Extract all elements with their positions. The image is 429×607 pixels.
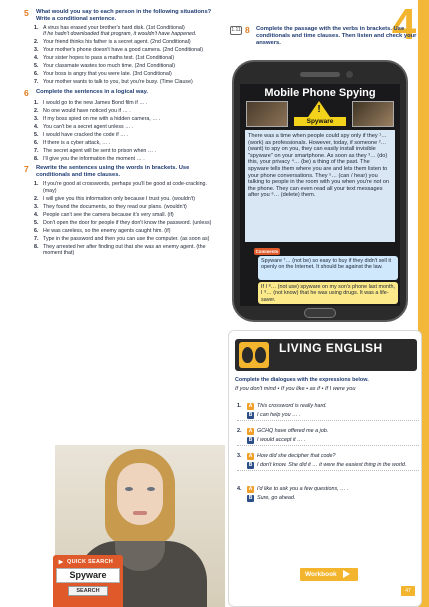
spy-photo-left	[246, 101, 288, 127]
speaker-a-badge: A	[248, 453, 253, 459]
dialogue: 1. A This crossword is really hard. B I can help you … .	[237, 403, 419, 421]
quick-search-panel	[53, 555, 123, 607]
exercise-8-header	[230, 26, 420, 47]
list-item: 1. I would go to the new James Bond film if … .	[34, 99, 148, 106]
phone-speaker	[300, 72, 340, 77]
page-number: 47	[401, 586, 415, 596]
list-item: 1. If you're good at crosswords, perhaps you'll be good at code-cracking. (may)	[34, 181, 207, 194]
comment-bubble: If I ⁸… (not use) spyware on my son's phone last month, I ⁹… (not know) that he was using drugs. It was a life-saver.	[258, 282, 398, 304]
exercise-title: What would you say to each person in the following situations? Write a conditional sentence.	[36, 9, 212, 22]
dialogue: 3. A How did she decipher that code? B I don't know. She did it … it were the easiest thing in the world.	[237, 453, 419, 471]
list-item: 2. I will give you this information only because I trust you. (wouldn't)	[34, 195, 196, 202]
exclamation-icon: !	[317, 104, 321, 115]
living-english-instruction: Complete the dialogues with the expressions below.	[235, 377, 369, 383]
workbook-button[interactable]	[300, 568, 358, 581]
list-item: 7. Your mother wants to talk to you, but you're busy. (Time Clause)	[34, 79, 193, 86]
faces-logo-icon	[239, 342, 269, 368]
exercise-7-list	[34, 181, 220, 256]
exercise-5-list	[34, 25, 220, 86]
living-english-header	[235, 339, 417, 371]
list-item: 5. Don't open the door for people if they don't know the password. (unless)	[34, 219, 212, 226]
exercise-number: 5	[24, 8, 29, 18]
left-column	[24, 6, 220, 258]
list-item: 3. If my boss spied on me with a hidden camera, … .	[34, 115, 161, 122]
exercise-number: 6	[24, 87, 29, 98]
smartphone	[232, 60, 408, 322]
list-item: 8. I'll give you the information the moment … .	[34, 155, 145, 162]
list-item: 2. Your friend thinks his father is a secret agent. (2nd Conditional)	[34, 39, 191, 46]
article-text: There was a time when people could spy only if they ¹… (work) as professionals. However, today, if someone ²… (want) to spy on you, they can easily install invisible "spyware" on your smartphone. As soon as they ³… (do) this, your privacy ⁴… (be) a thing of the past. The spyware tells them where you are and lets them listen to your phone conversations. They ⁵… (can / hear) you talking to people in the room with you when you're not on the phone. They can even read all your text messages after you ⁶… (delete) them.	[245, 130, 395, 242]
phone-screen	[240, 84, 400, 306]
search-input[interactable]: Spyware	[56, 568, 120, 583]
comment-bubble: Spyware ⁷… (not be) so easy to buy if they didn't sell it openly on the Internet. It should be against the law.	[258, 256, 398, 280]
example-answer: If he hadn't downloaded that program, it wouldn't have happened.	[43, 31, 197, 38]
speaker-a-badge: A	[248, 403, 253, 409]
photo-eye	[147, 487, 155, 491]
unit-number: 4	[391, 0, 417, 49]
speaker-b-badge: B	[248, 411, 253, 418]
living-english-box	[228, 330, 422, 607]
exercise-5-header	[24, 9, 220, 23]
living-english-title: LIVING ENGLISH	[279, 341, 383, 355]
photo-face	[117, 463, 163, 525]
expression-list: If you don't mind • If you like • as if • If I were you	[235, 386, 356, 392]
comments-label: Comments	[255, 249, 279, 254]
arrow-right-icon	[343, 570, 350, 578]
quick-search-label: QUICK SEARCH	[56, 558, 120, 566]
speaker-a-badge: A	[248, 428, 253, 434]
exercise-7-header	[24, 165, 220, 179]
photo-eye	[125, 487, 133, 491]
list-item: 4. You can't be a secret agent unless … .	[34, 123, 134, 130]
list-item: 2. No one would have noticed you if … .	[34, 107, 131, 114]
list-item: 4. Your sister hopes to pass a maths test. (1st Conditional)	[34, 55, 175, 62]
exercise-number: 8	[245, 25, 250, 35]
list-item: 7. The secret agent will be sent to prison when … .	[34, 147, 157, 154]
photo-lips	[133, 511, 147, 515]
exercise-title: Rewrite the sentences using the words in brackets. Use conditionals and time clauses.	[36, 165, 190, 179]
list-item: 4. People can't see the camera because it's very small. (if)	[34, 211, 174, 218]
list-item: 8. They arrested her after finding out that she was an enemy agent. (the moment that)	[34, 243, 206, 257]
speaker-b-badge: B	[248, 494, 253, 501]
list-item: 3. Your mother's phone doesn't have a good camera. (2nd Conditional)	[34, 47, 203, 54]
list-item: 3. They found the documents, so they read our plans. (wouldn't)	[34, 203, 187, 210]
speaker-b-badge: B	[248, 461, 253, 468]
warning-label: Spyware	[294, 117, 346, 126]
spy-images	[246, 101, 394, 127]
list-item: 5. I would have cracked the code if … .	[34, 131, 129, 138]
dialogue: 4. A I'd like to ask you a few questions, … . B Sure, go ahead.	[237, 486, 349, 501]
speaker-a-badge: A	[248, 486, 253, 492]
exercise-6-list	[34, 100, 220, 162]
phone-camera	[346, 71, 353, 78]
exercise-title: Complete the passage with the verbs in brackets. Use conditionals and time clauses. Then listen and check your answers.	[256, 26, 417, 46]
spy-photo-right	[352, 101, 394, 127]
exercise-number: 7	[24, 164, 29, 175]
article-title: Mobile Phone Spying	[264, 87, 376, 99]
exercise-title: Complete the sentences in a logical way.	[36, 88, 149, 95]
list-item: 6. He was careless, so the enemy agents caught him. (if)	[34, 227, 171, 234]
list-item: 6. Your boss is angry that you were late. (3rd Conditional)	[34, 71, 172, 78]
arrow-right-icon	[58, 559, 64, 565]
list-item: 7. Type in the password and then you can use the computer. (as soon as)	[34, 235, 210, 242]
dialogue: 2. A GCHQ have offered me a job. B I would accept it … .	[237, 428, 419, 446]
exercise-6-header	[24, 89, 220, 98]
search-button[interactable]: SEARCH	[68, 586, 108, 596]
list-item: 1. A virus has erased your brother's hard disk. (1st Conditional) If he hadn't downloaded that program, it wouldn't have happened.	[34, 25, 220, 38]
warning-sign	[294, 101, 346, 127]
workbook-label: Workbook	[305, 571, 337, 578]
audio-icon[interactable]: 1.11	[231, 27, 241, 33]
list-item: 5. Your classmate wastes too much time. (2nd Conditional)	[34, 63, 175, 70]
list-item: 6. If there is a cyber attack, … .	[34, 139, 111, 146]
speaker-b-badge: B	[248, 436, 253, 443]
phone-home-button[interactable]	[304, 308, 336, 318]
